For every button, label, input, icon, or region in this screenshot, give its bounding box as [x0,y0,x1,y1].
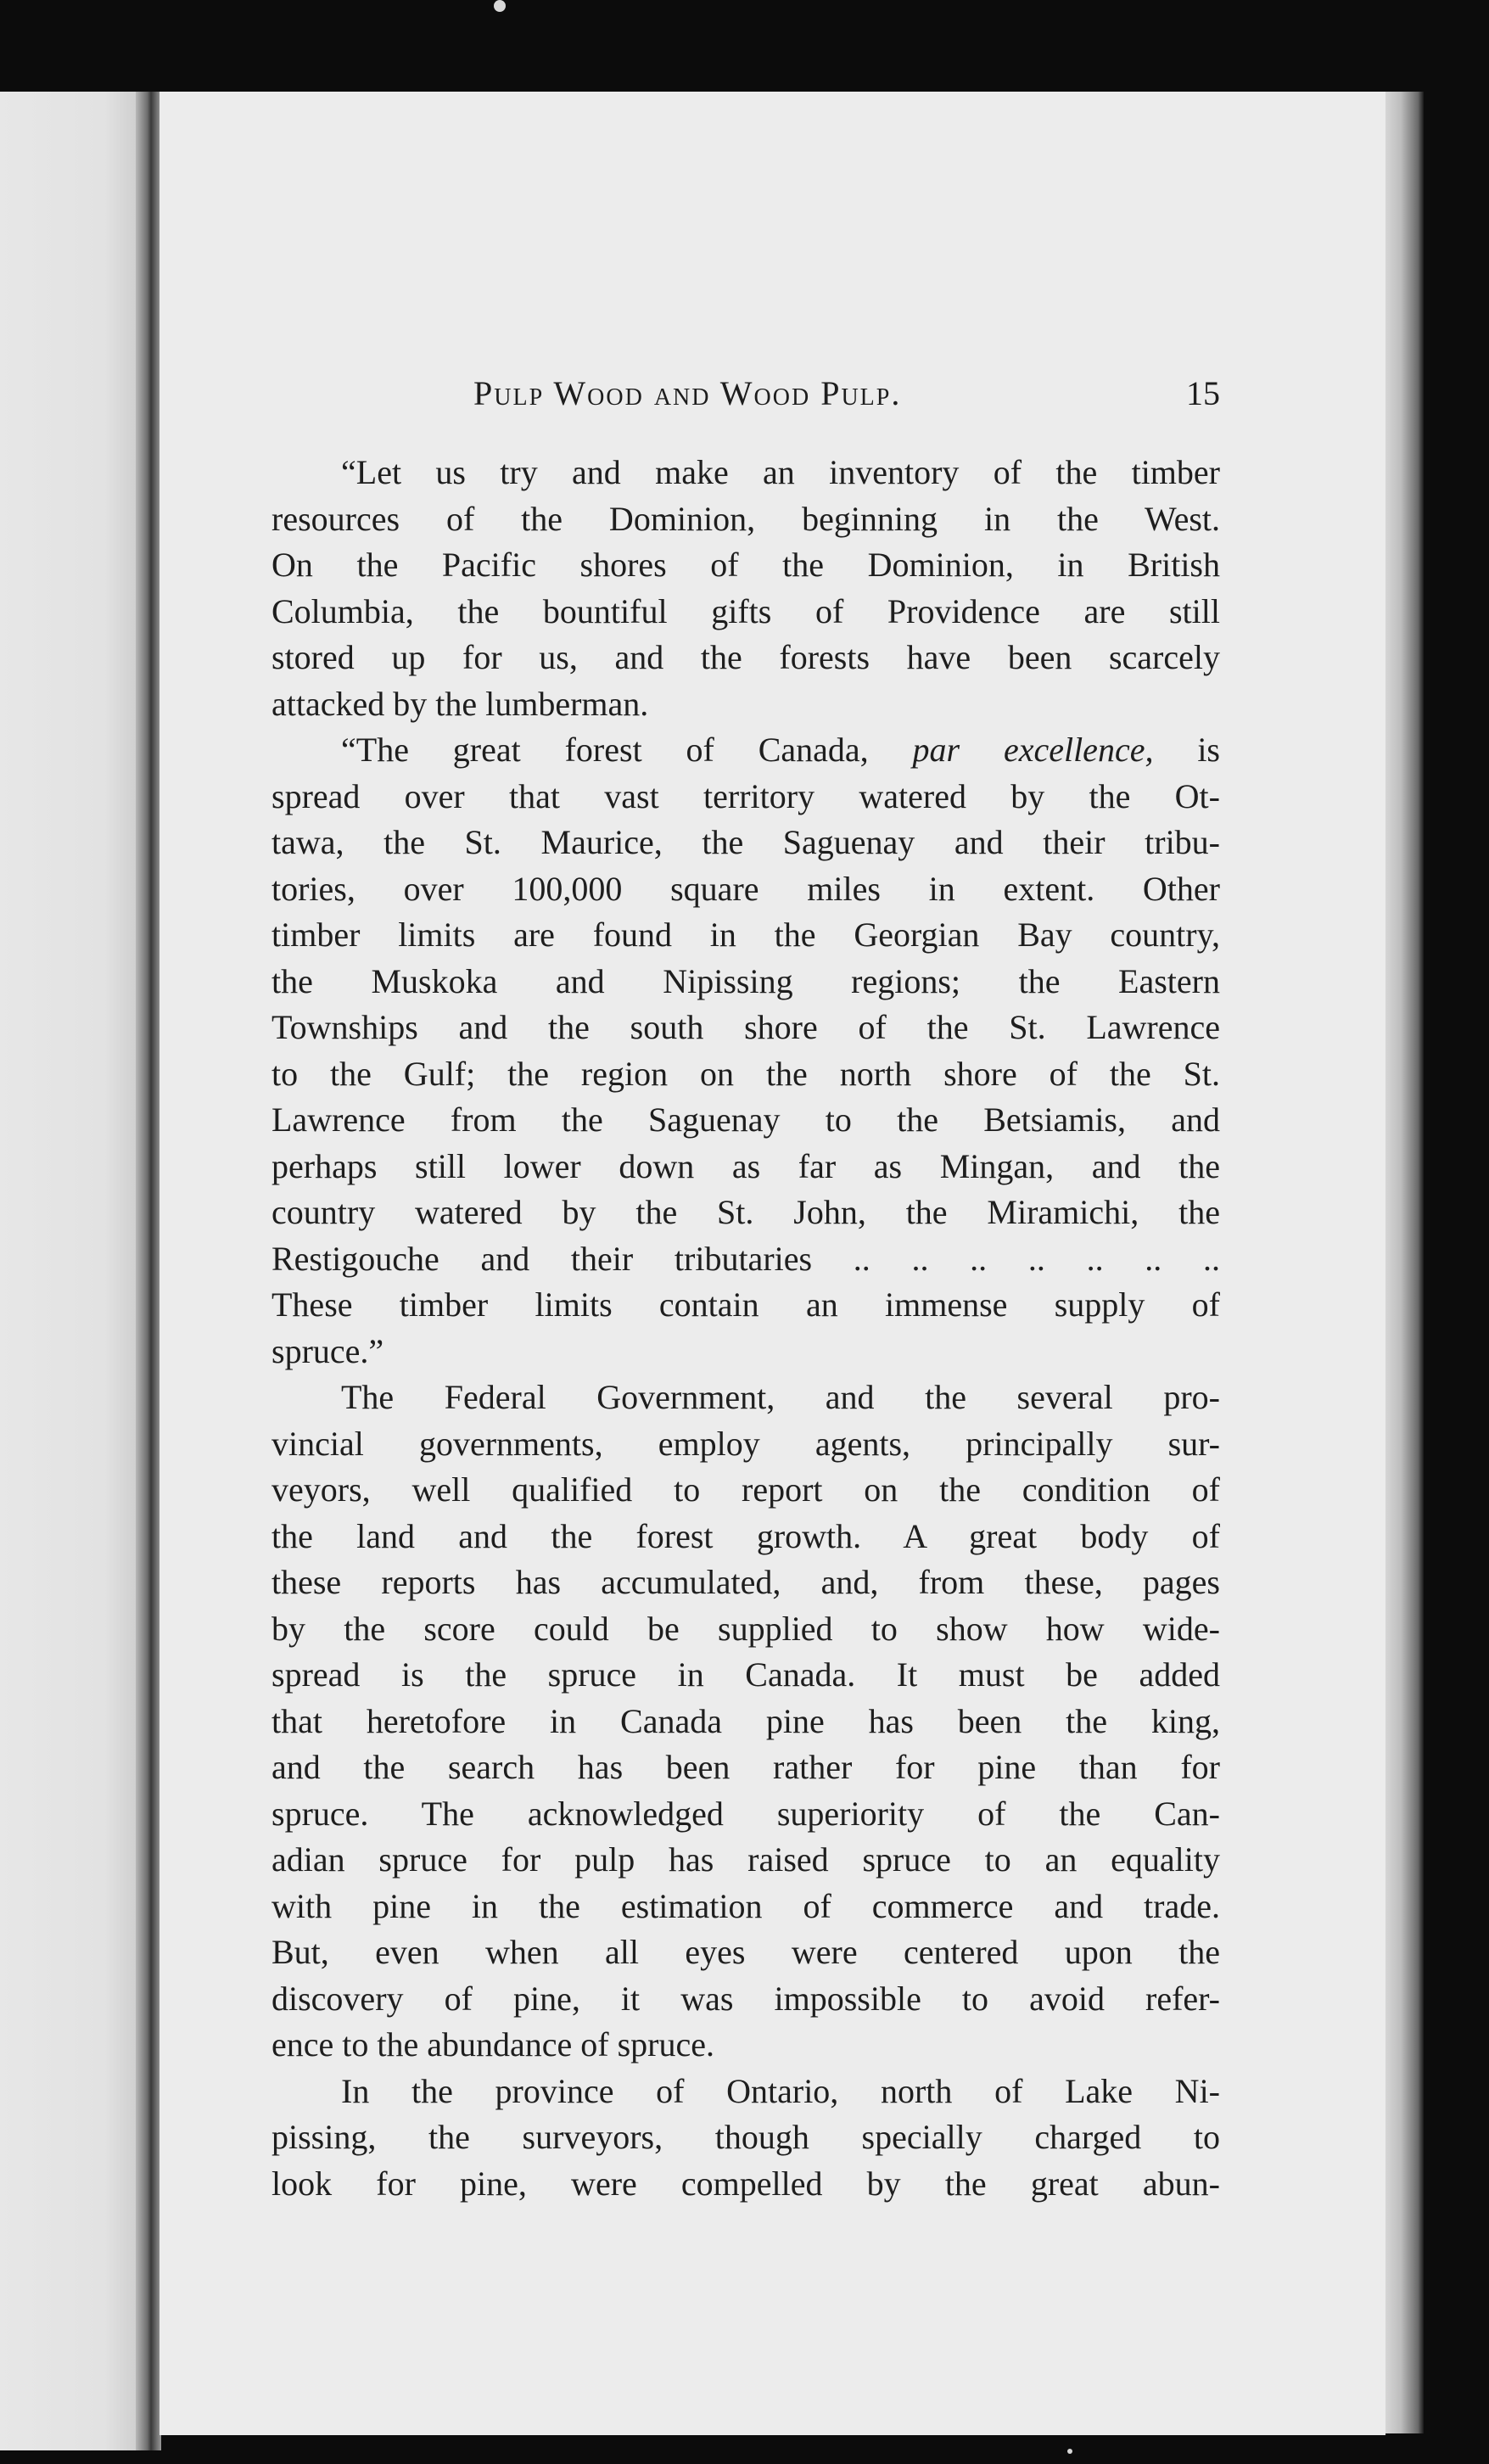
text-line: look for pine, were compelled by the great abun- [271,2164,1220,2203]
text-line: and the search has been rather for pine than for [271,1748,1220,1786]
text-line: tories, over 100,000 square miles in extent. Other [271,869,1220,908]
text-line: “Let us try and make an inventory of the timber [341,453,1220,491]
page-edge [1385,92,1424,2433]
text-line: spread is the spruce in Canada. It must be added [271,1655,1220,1694]
running-title: Pulp Wood and Wood Pulp. [473,374,902,412]
text-line: resources of the Dominion, beginning in the West. [271,499,1220,538]
text-line: veyors, well qualified to report on the condition of [271,1470,1220,1509]
text-line: attacked by the lumberman. [271,684,649,723]
text-line: ence to the abundance of spruce. [271,2025,714,2064]
text-line: adian spruce for pulp has raised spruce to an equality [271,1840,1220,1879]
text-line: In the province of Ontario, north of Lake Ni- [341,2071,1220,2110]
text-line: pissing, the surveyors, though specially charged to [271,2118,1220,2156]
text-line: On the Pacific shores of the Dominion, in British [271,546,1220,584]
text-line: spruce. The acknowledged superiority of the Can- [271,1794,1220,1833]
paragraph-inventory-quote [271,450,1220,727]
text-line: Restigouche and their tributaries .. .. .. .. .. .. .. [271,1239,1220,1278]
text-line: Columbia, the bountiful gifts of Providence are still [271,591,1220,630]
page-number: 15 [1186,374,1220,412]
page-header [270,373,1220,424]
facing-page-edge [0,92,149,2450]
text-line: spread over that vast territory watered by the Ot- [271,776,1220,815]
text-line: These timber limits contain an immense supply of [271,1285,1220,1324]
text-line: But, even when all eyes were centered upon the [271,1933,1220,1971]
text-line: spruce.” [271,1331,384,1370]
paragraph-federal-government [271,1375,1220,2069]
text-line: discovery of pine, it was impossible to avoid refer- [271,1979,1220,2018]
text-line: that heretofore in Canada pine has been the king, [271,1701,1220,1740]
italic-phrase: par excellence, [912,731,1154,769]
text-segment: “The great forest of Canada, [341,731,869,769]
text-line: Townships and the south shore of the St. Lawrence [271,1008,1220,1046]
text-line: The Federal Government, and the several pro- [341,1378,1220,1416]
book-gutter [136,92,161,2450]
text-line: the land and the forest growth. A great body of [271,1516,1220,1555]
text-line: tawa, the St. Maurice, the Saguenay and their tribu- [271,823,1220,861]
text-line: by the score could be supplied to show how wide- [271,1609,1220,1648]
text-line: country watered by the St. John, the Miramichi, the [271,1193,1220,1231]
text-line: the Muskoka and Nipissing regions; the Eastern [271,961,1220,1000]
text-line: Lawrence from the Saguenay to the Betsiamis, and [271,1100,1220,1139]
scan-speck [494,0,506,12]
text-line: with pine in the estimation of commerce and trade. [271,1886,1220,1925]
page-body [271,450,1220,2207]
text-segment: is [1197,731,1220,769]
text-line: timber limits are found in the Georgian Bay country, [271,916,1220,954]
paragraph-ontario [271,2069,1220,2208]
scan-speck [1067,2449,1072,2454]
text-line: these reports has accumulated, and, from these, pages [271,1563,1220,1601]
text-line: vincial governments, employ agents, principally sur- [271,1424,1220,1463]
text-line: to the Gulf; the region on the north shore of the St. [271,1054,1220,1093]
text-line [271,727,1220,774]
text-line: stored up for us, and the forests have been scarcely [271,638,1220,676]
paragraph-great-forest-quote [271,727,1220,1375]
text-line: perhaps still lower down as far as Mingan, and the [271,1146,1220,1185]
